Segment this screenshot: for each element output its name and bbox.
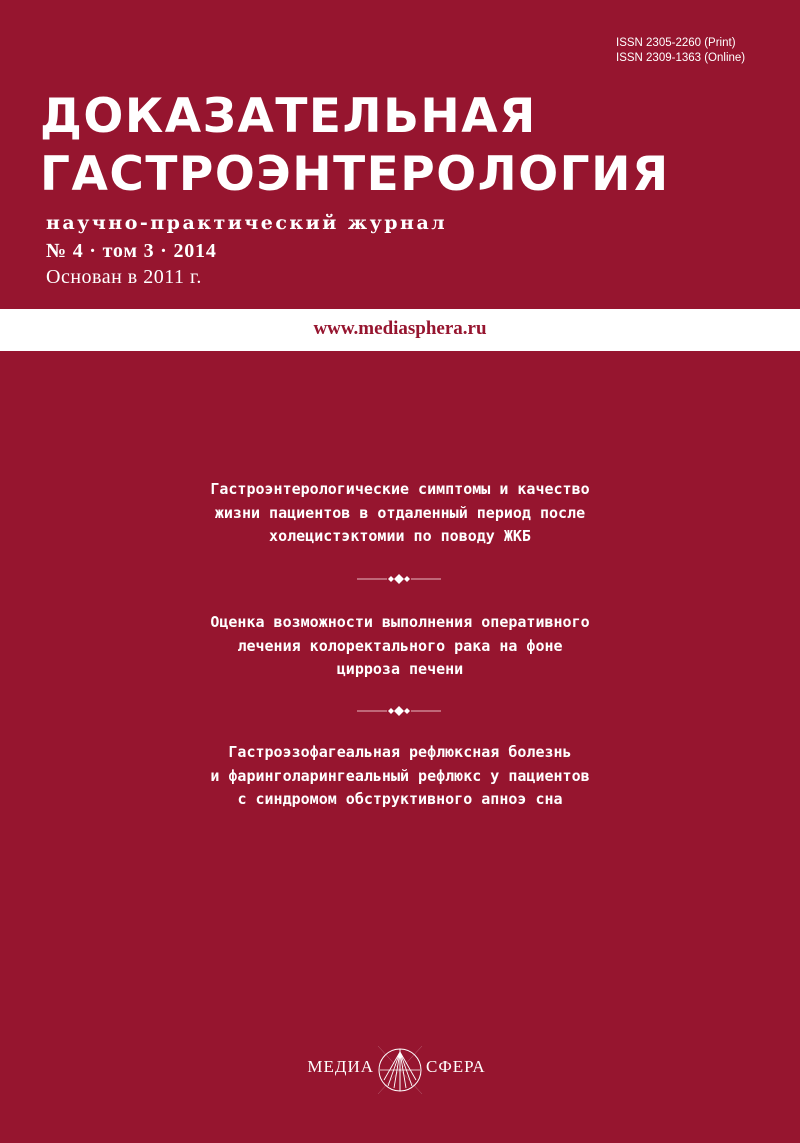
- founded-info: Основан в 2011 г.: [46, 266, 202, 288]
- article-2-line: Оценка возможности выполнения оперативного: [210, 613, 590, 631]
- article-3-line: Гастроэзофагеальная рефлюксная болезнь: [228, 743, 572, 761]
- website-link[interactable]: www.mediasphera.ru: [313, 318, 487, 339]
- journal-subtitle: научно-практический журнал: [46, 212, 448, 234]
- website-band: [0, 309, 800, 351]
- article-1-line: Гастроэнтерологические симптомы и качество: [210, 480, 590, 498]
- journal-title: [40, 88, 670, 204]
- issue-info: № 4 · том 3 · 2014: [46, 240, 217, 262]
- publisher-name-left: МЕДИА: [307, 1057, 374, 1076]
- mediasphera-globe-icon: [376, 1042, 424, 1098]
- article-1: [100, 478, 700, 549]
- publisher-name-right: СФЕРА: [426, 1057, 486, 1076]
- article-1-line: жизни пациентов в отдаленный период после: [214, 503, 586, 522]
- journal-title-line1: ДОКАЗАТЕЛЬНАЯ: [40, 89, 537, 144]
- article-2-line: цирроза печени: [336, 660, 464, 678]
- divider-ornament-icon: [357, 705, 441, 717]
- issn-print: ISSN 2305-2260 (Print): [616, 37, 736, 49]
- article-3-line: и фаринголарингеальный рефлюкс у пациентов: [210, 766, 590, 785]
- issn-online: ISSN 2309-1363 (Online): [616, 52, 746, 64]
- article-3-line: с синдромом обструктивного апноэ сна: [237, 790, 563, 808]
- issn-block: [616, 36, 745, 66]
- article-1-line: холецистэктомии по поводу ЖКБ: [269, 527, 531, 545]
- divider-ornament-icon: [357, 573, 441, 585]
- article-2-line: лечения колоректального рака на фоне: [237, 636, 563, 655]
- article-3: [100, 741, 700, 812]
- publisher-logo: [300, 1042, 500, 1098]
- article-2: [100, 611, 700, 682]
- journal-title-line2: ГАСТРОЭНТЕРОЛОГИЯ: [40, 147, 670, 202]
